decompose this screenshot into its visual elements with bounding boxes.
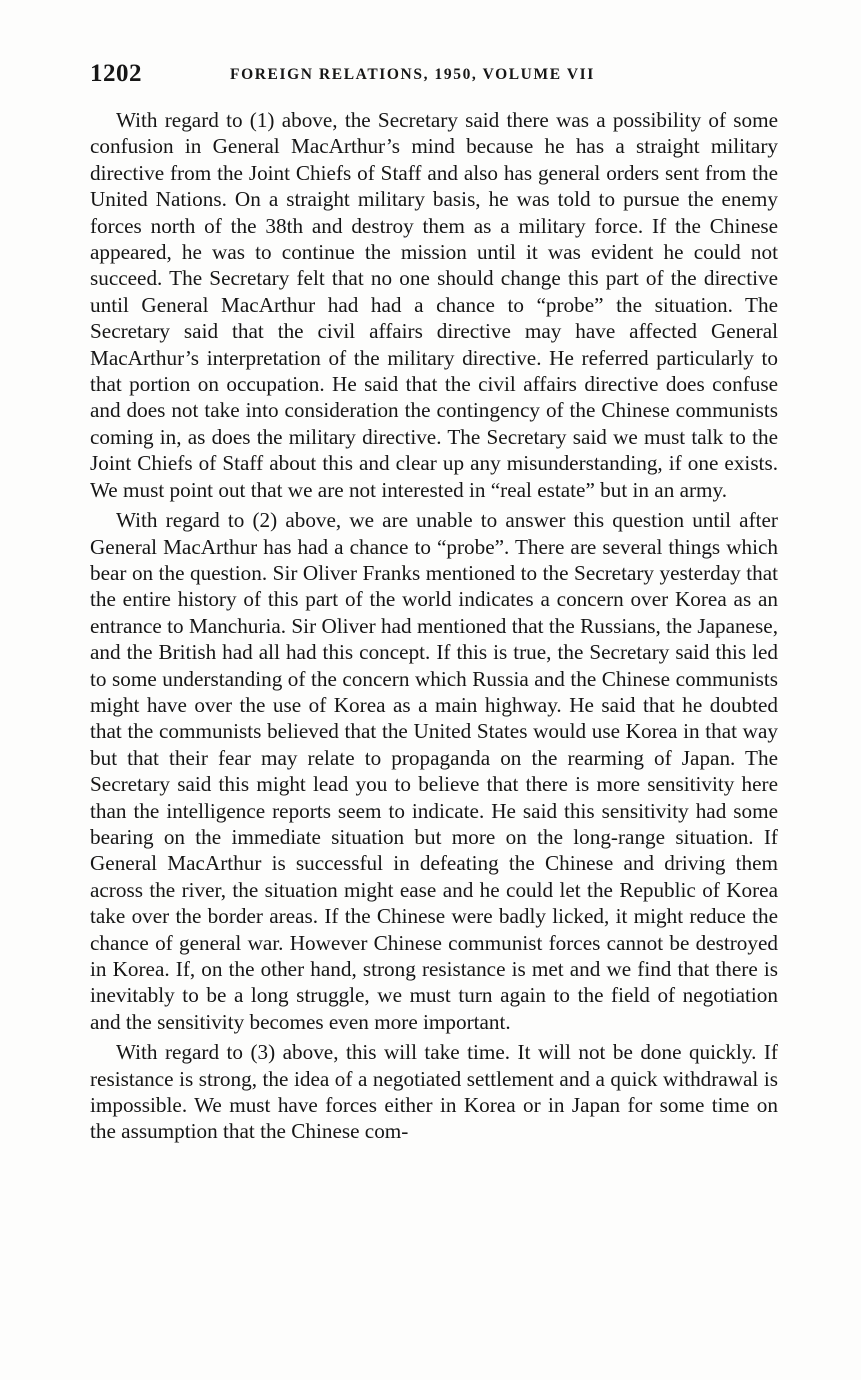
paragraph-1: With regard to (1) above, the Secretary said there was a possibility of some confusion in General MacArthur’s mind because he has a straight military directive from the Joint Chiefs of Staff and also has general orders sent from the United Nations. On a straight military basis, he was told to pursue the enemy forces north of the 38th and destroy them as a military force. If the Chinese appeared, he was to continue the mission until it was evident he could not succeed. The Secretary felt that no one should change this part of the directive until General MacArthur had had a chance to “probe” the situation. The Secretary said that the civil affairs directive may have affected General MacArthur’s interpretation of the military directive. He referred particularly to that portion on occupation. He said that the civil affairs directive does confuse and does not take into consideration the contingency of the Chinese communists coming in, as does the military directive. The Secretary said we must talk to the Joint Chiefs of Staff about this and clear up any misunderstanding, if one exists. We must point out that we are not interested in “real estate” but in an army. xyxy=(90,108,778,502)
page-number: 1202 xyxy=(90,60,142,87)
paragraph-3: With regard to (3) above, this will take time. It will not be done quickly. If resistance is strong, the idea of a negotiated settlement and a quick withdrawal is impossible. We must have forces either in Korea or in Japan for some time on the assumption that the Chinese com- xyxy=(90,1040,778,1144)
body-text xyxy=(90,107,778,1145)
paragraph-2: With regard to (2) above, we are unable to answer this question until after General MacArthur has had a chance to “probe”. There are several things which bear on the question. Sir Oliver Franks mentioned to the Secretary yesterday that the entire history of this part of the world indicates a concern over Korea as an entrance to Manchuria. Sir Oliver had mentioned that the Russians, the Japanese, and the British had all had this concept. If this is true, the Secretary said this led to some understanding of the concern which Russia and the Chinese communists might have over the use of Korea as a main highway. He said that he doubted that the communists believed that the United States would use Korea in that way but that their fear may relate to propaganda on the rearming of Japan. The Secretary said this might lead you to believe that there is more sensitivity here than the intelligence reports seem to indicate. He said this sensitivity had some bearing on the immediate situation but more on the long-range situation. If General MacArthur is successful in defeating the Chinese and driving them across the river, the situation might ease and he could let the Republic of Korea take over the border areas. If the Chinese were badly licked, it might reduce the chance of general war. However Chinese communist forces cannot be destroyed in Korea. If, on the other hand, strong resistance is met and we find that there is inevitably to be a long struggle, we must turn again to the field of negotiation and the sensitivity becomes even more important. xyxy=(90,508,778,1034)
page-header xyxy=(90,60,780,96)
running-head: FOREIGN RELATIONS, 1950, VOLUME VII xyxy=(230,66,595,83)
